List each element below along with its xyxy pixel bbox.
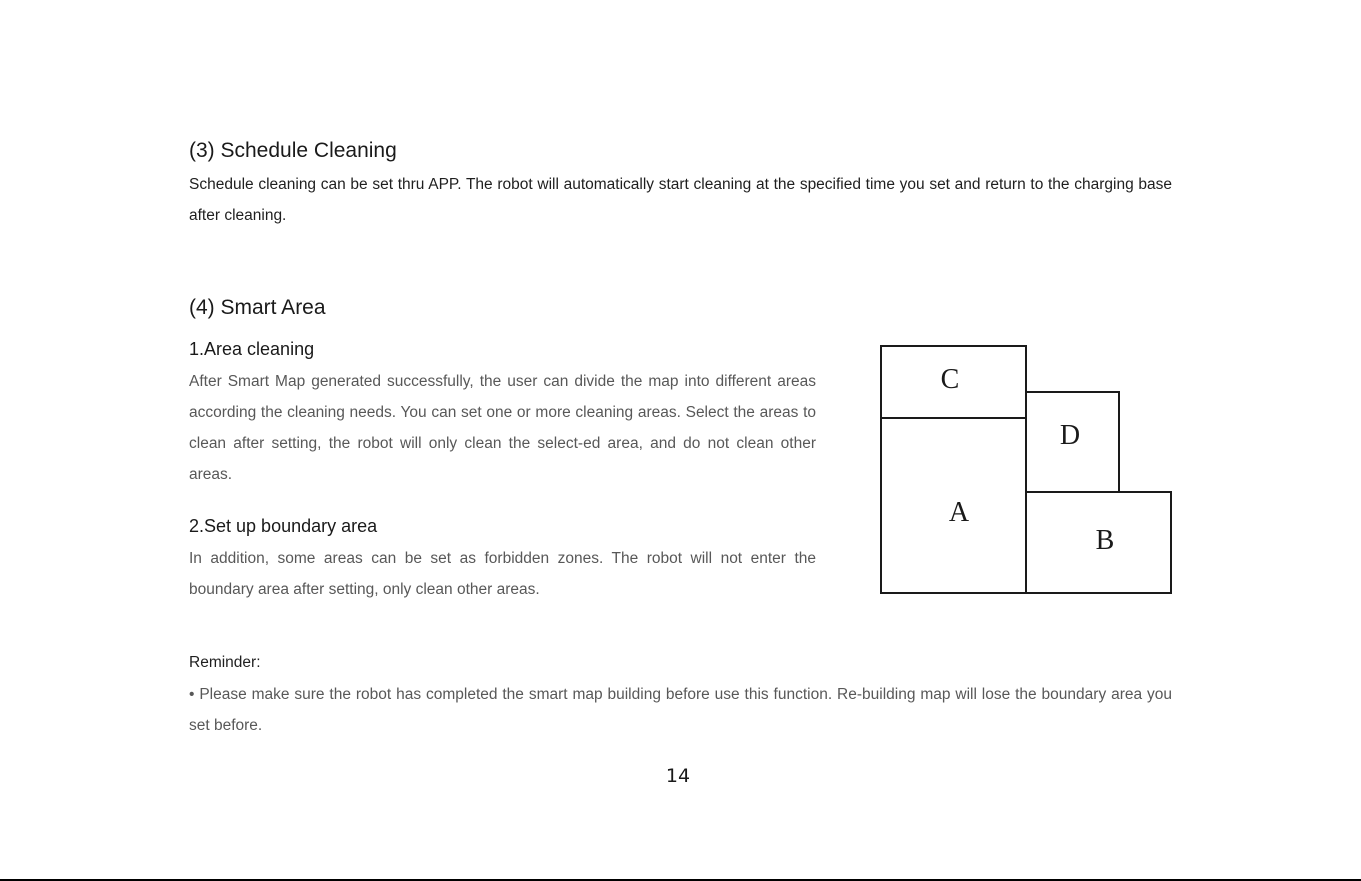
reminder-label: Reminder: — [189, 654, 261, 671]
section-heading-smart-area: (4) Smart Area — [189, 296, 326, 319]
area-map-diagram — [878, 343, 1176, 598]
page-number: 14 — [665, 765, 691, 787]
area-label-d: D — [1059, 420, 1081, 451]
area-label-c: C — [940, 364, 960, 395]
subheading-area-cleaning: 1.Area cleaning — [189, 339, 315, 359]
subheading-boundary-area: 2.Set up boundary area — [189, 516, 378, 536]
section-heading-schedule-cleaning: (3) Schedule Cleaning — [189, 139, 397, 162]
area-cleaning-text: After Smart Map generated successfully, the user can divide the map into different areas according the cleaning needs. You can set one or more cleaning areas. Select the areas to clean after setting, the robot will only clean the select-ed area, and do not clean other areas. — [189, 373, 816, 483]
area-label-b: B — [1095, 525, 1115, 556]
area-label-a: A — [948, 497, 970, 528]
boundary-area-text: In addition, some areas can be set as forbidden zones. The robot will not enter the boundary area after setting, only clean other areas. — [189, 550, 816, 598]
schedule-cleaning-text: Schedule cleaning can be set thru APP. The robot will automatically start cleaning at the specified time you set and return to the charging base after cleaning. — [189, 176, 1172, 224]
reminder-text: • Please make sure the robot has completed the smart map building before use this function. Re-building map will lose the boundary area you set before. — [189, 686, 1172, 734]
